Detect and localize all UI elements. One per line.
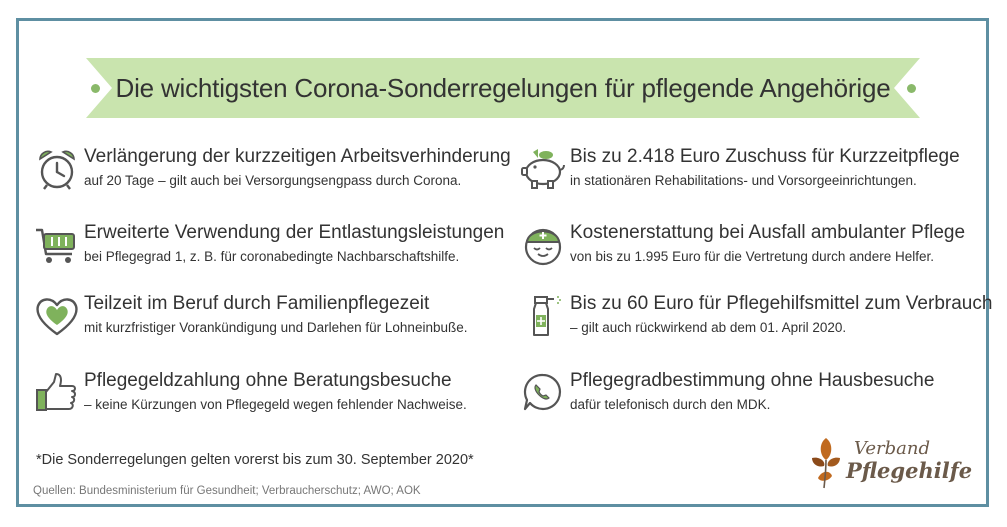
list-item [520,293,993,343]
item-text: bei Pflegegrad 1, z. B. für coronabedingte Nachbarschaftshilfe. [84,249,460,264]
list-item [520,146,975,196]
alarm-clock-icon [34,146,80,192]
logo [806,436,973,490]
item-heading: Teilzeit im Beruf durch Familienpflegezeit [84,293,430,314]
logo-line2: Pflegehilfe [846,458,973,483]
item-heading: Bis zu 2.418 Euro Zuschuss für Kurzzeitpflege [570,146,960,167]
item-heading: Pflegegradbestimmung ohne Hausbesuche [570,370,935,391]
page-title: Die wichtigsten Corona-Sonderregelungen für pflegende Angehörige [115,72,891,103]
leaf-logo-icon [806,436,846,490]
item-text: auf 20 Tage – gilt auch bei Versorgungsengpass durch Corona. [84,173,462,188]
piggy-bank-icon [520,146,566,192]
item-heading: Verlängerung der kurzzeitigen Arbeitsverhinderung [84,146,511,167]
heart-icon [34,293,80,339]
sources: Quellen: Bundesministerium für Gesundheit; Verbraucherschutz; AWO; AOK [33,485,421,497]
thumbs-up-icon [34,370,80,416]
item-text: von bis zu 1.995 Euro für die Vertretung durch andere Helfer. [570,249,934,264]
spray-bottle-icon [520,293,566,339]
item-text: in stationären Rehabilitations- und Vorsorgeeinrichtungen. [570,173,917,188]
list-item [34,146,511,196]
item-heading: Kostenerstattung bei Ausfall ambulanter Pflege [570,222,966,243]
nurse-face-icon [520,222,566,268]
item-heading: Pflegegeldzahlung ohne Beratungsbesuche [84,370,452,391]
item-text: dafür telefonisch durch den MDK. [570,397,771,412]
list-item [520,370,975,420]
item-heading: Erweiterte Verwendung der Entlastungsleistungen [84,222,505,243]
footnote: *Die Sonderregelungen gelten vorerst bis zum 30. September 2020* [36,452,474,468]
item-text: – keine Kürzungen von Pflegegeld wegen fehlender Nachweise. [84,397,467,412]
list-item [34,222,504,272]
shopping-cart-icon [34,222,80,268]
list-item [520,222,975,272]
list-item [34,370,504,420]
title-banner [86,58,920,118]
item-text: – gilt auch rückwirkend ab dem 01. April 2020. [570,320,847,335]
logo-line1: Verband [854,438,930,459]
item-heading: Bis zu 60 Euro für Pflegehilfsmittel zum Verbrauch [570,293,993,314]
phone-chat-icon [520,370,566,416]
item-text: mit kurzfristiger Vorankündigung und Darlehen für Lohneinbuße. [84,320,468,335]
list-item [34,293,504,343]
